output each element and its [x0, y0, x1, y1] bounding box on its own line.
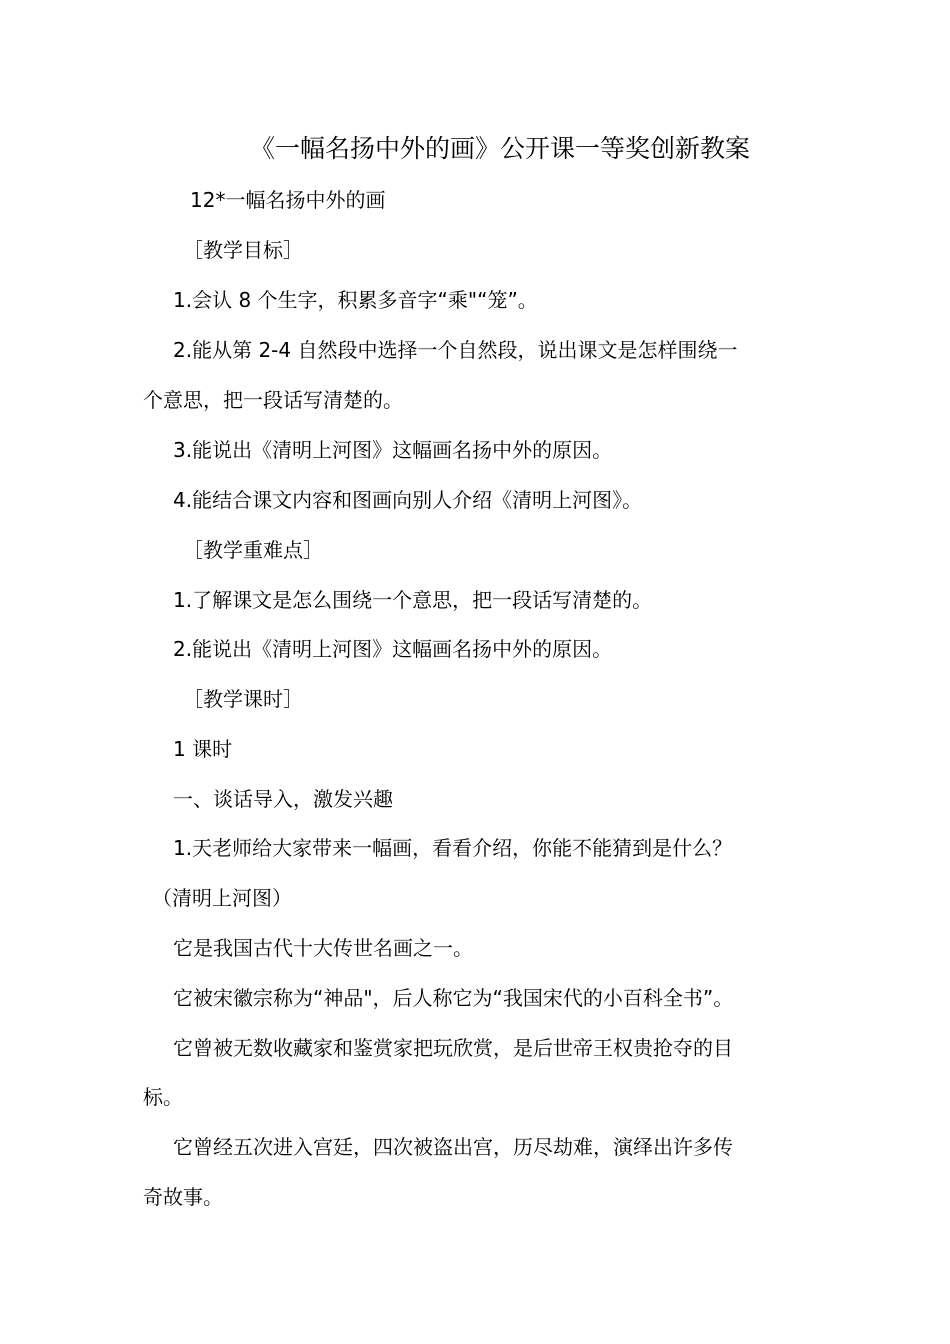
section-heading-key-points: ［教学重难点］ — [183, 538, 323, 562]
key-point-item: 1.了解课文是怎么围绕一个意思，把一段话写清楚的。 — [173, 588, 653, 612]
objective-item: 4.能结合课文内容和图画向别人介绍《清明上河图》。 — [173, 488, 643, 512]
document-title: 《一幅名扬中外的画》公开课一等奖创新教案 — [249, 134, 750, 163]
objective-item: 3.能说出《清明上河图》这幅画名扬中外的原因。 — [173, 438, 613, 462]
section-heading-objectives: ［教学目标］ — [183, 238, 303, 262]
body-paragraph: 它被宋徽宗称为“神品"，后人称它为“我国宋代的小百科全书”。 — [173, 986, 734, 1010]
objective-item: 1.会认 8 个生字，积累多音字“乘"“笼”。 — [173, 288, 538, 312]
body-paragraph: 它是我国古代十大传世名画之一。 — [173, 936, 473, 960]
body-paragraph-continued: 标。 — [143, 1085, 183, 1109]
class-hours-value: 1 课时 — [173, 737, 233, 761]
objective-item: 2.能从第 2-4 自然段中选择一个自然段，说出课文是怎样围绕一 — [173, 338, 738, 362]
body-paragraph-continued: 奇故事。 — [143, 1185, 223, 1209]
body-paragraph: 它曾经五次进入宫廷，四次被盗出宫，历尽劫难，演绎出许多传 — [173, 1135, 733, 1159]
body-paragraph: 它曾被无数收藏家和鉴赏家把玩欣赏，是后世帝王权贵抢夺的目 — [173, 1036, 733, 1060]
lesson-subtitle: 12*一幅名扬中外的画 — [190, 188, 386, 212]
key-point-item: 2.能说出《清明上河图》这幅画名扬中外的原因。 — [173, 637, 613, 661]
body-paragraph-continued: （清明上河图） — [152, 886, 292, 910]
objective-item-continued: 个意思，把一段话写清楚的。 — [143, 388, 403, 412]
body-paragraph: 1.天老师给大家带来一幅画，看看介绍，你能不能猜到是什么？ — [173, 836, 733, 860]
part-heading-introduction: 一、谈话导入，激发兴趣 — [173, 787, 393, 811]
section-heading-class-hours: ［教学课时］ — [183, 687, 303, 711]
